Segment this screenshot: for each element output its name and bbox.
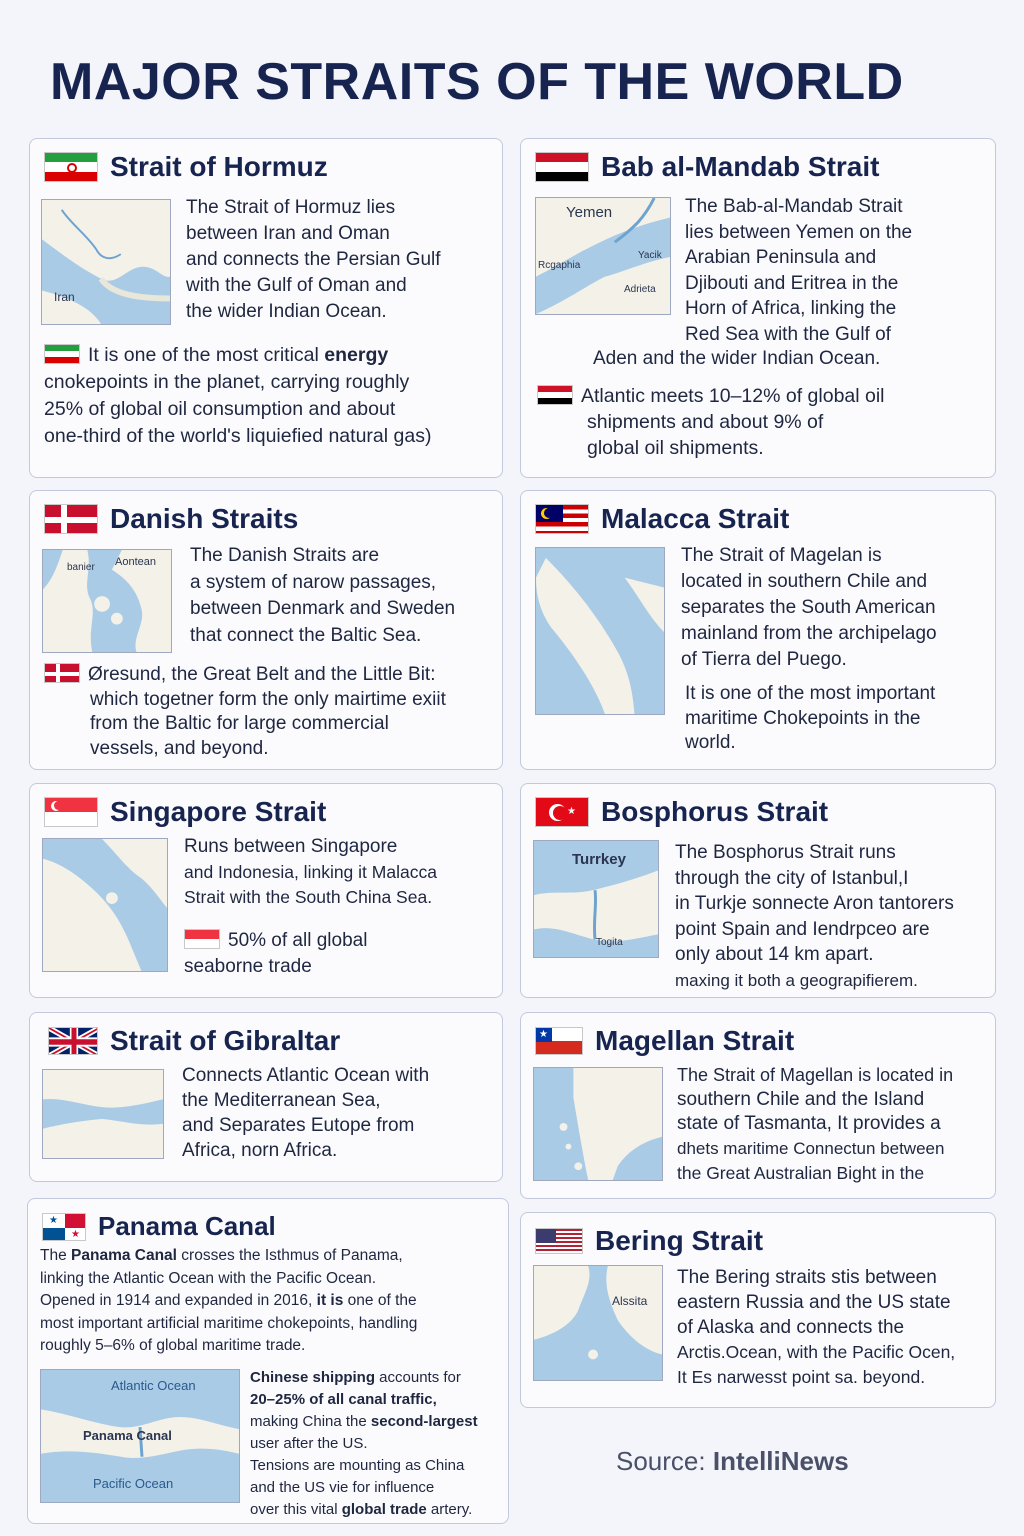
- card-malacca-strait: [520, 490, 996, 770]
- denmark-flag-icon: [44, 504, 98, 534]
- singapore-strait-map: [42, 838, 168, 972]
- card-title: Strait of Hormuz: [110, 151, 328, 182]
- card-title: Magellan Strait: [595, 1025, 795, 1056]
- card-bosphorus-strait: [520, 783, 996, 998]
- card-title: Strait of Gibraltar: [110, 1025, 341, 1056]
- yemen-flag-icon: [537, 385, 573, 405]
- map-label: Yemen: [566, 204, 613, 221]
- card-title: Panama Canal: [98, 1211, 276, 1241]
- singapore-strait-description: Runs between Singapore and Indonesia, linking it Malacca Strait with the South China Sea.: [184, 836, 437, 907]
- iran-flag-icon: [44, 152, 98, 182]
- panama-flag-icon: ★ ★: [42, 1213, 86, 1241]
- card-panama-canal: [27, 1198, 509, 1524]
- card-magellan-strait: [520, 1012, 996, 1199]
- card-title: Singapore Strait: [110, 796, 327, 827]
- card-hormuz: [29, 138, 503, 478]
- malacca-strait-note: It is one of the most important maritime Chokepoints in the world.: [685, 683, 936, 753]
- map-label: Pacific Ocean: [93, 1476, 174, 1491]
- malaysia-flag-icon: [535, 504, 589, 534]
- singapore-flag-icon: [44, 797, 98, 827]
- uk-flag-icon: [48, 1027, 98, 1055]
- danish-straits-description: The Danish Straits are a system of narow passages, between Denmark and Sweden that connect the Baltic Sea.: [190, 545, 456, 646]
- bering-strait-description: The Bering straits stis between eastern Russia and the US state of Alaska and connects the Arctis.Ocean, with the Pacific Ocen, It Es narwesst point sa. beyond.: [677, 1267, 956, 1387]
- iran-flag-icon: [44, 344, 80, 364]
- strait-of-gibraltar-description: Connects Atlantic Ocean with the Mediterranean Sea, and Separates Eutope from Africa, norn Africa.: [182, 1065, 430, 1161]
- map-label: Aontean: [115, 556, 156, 568]
- panama-canal-intro: The Panama Canal crosses the Isthmus of Panama, linking the Atlantic Ocean with the Pacific Ocean. Opened in 1914 and expanded in 2016, it is one of the most important artificial maritime chokepoints, handling roughly 5–6% of global maritime trade.: [40, 1247, 418, 1354]
- card-danish-straits: [29, 490, 503, 770]
- bering-strait-map: [533, 1265, 663, 1381]
- malacca-strait-map: [535, 547, 665, 715]
- map-label: Adrieta: [624, 284, 656, 295]
- card-bab-al-mandab: [520, 138, 996, 478]
- card-title: Danish Straits: [110, 503, 299, 534]
- bosphorus-strait-map: [533, 840, 659, 958]
- magellan-strait-description: The Strait of Magellan is located in southern Chile and the Island state of Tasmanta, It provides a dhets maritime Connectun between the Great Australian Bight in the: [677, 1065, 954, 1183]
- map-label: Panama Canal: [83, 1428, 172, 1443]
- card-title: Bosphorus Strait: [601, 796, 829, 827]
- bab-al-mandab-description: The Bab-al-Mandab Strait lies between Yemen on the Arabian Peninsula and Djibouti and Eritrea in the Horn of Africa, linking the Red Sea with the Gulf of: [685, 196, 913, 345]
- turkey-flag-icon: ★: [535, 797, 589, 827]
- page-title: MAJOR STRAITS OF THE WORLD: [50, 53, 904, 111]
- hormuz-description: The Strait of Hormuz lies between Iran and Oman and connects the Persian Gulf with the Gulf of Oman and the wider Indian Ocean.: [186, 197, 441, 322]
- chile-flag-icon: ★: [535, 1027, 583, 1055]
- map-label: Alssita: [612, 1294, 648, 1308]
- card-strait-of-gibraltar: [29, 1012, 503, 1182]
- card-singapore-strait: [29, 783, 503, 998]
- bab-al-mandab-map: [535, 197, 671, 315]
- usa-flag-icon: [535, 1228, 583, 1254]
- danish-straits-note: Øresund, the Great Belt and the Little Bit: which togetner form the only mairtime exiit from the Baltic for large commercial vessels, and beyond.: [44, 663, 446, 761]
- singapore-strait-trade-note: 50% of all global seaborne trade: [184, 930, 368, 977]
- map-label: Togita: [596, 937, 623, 948]
- strait-of-gibraltar-map: [42, 1069, 164, 1159]
- hormuz-energy-note: It is one of the most critical energy cnokepoints in the planet, carrying roughly 25% of global oil consumption and about one-third of the world's liquiefied natural gas): [44, 344, 432, 447]
- bab-al-mandab-oil-note: Atlantic meets 10–12% of global oil shipments and about 9% of global oil shipments.: [537, 383, 885, 461]
- danish-straits-map: [42, 549, 172, 653]
- magellan-strait-map: [533, 1067, 663, 1181]
- yemen-flag-icon: [535, 152, 589, 182]
- card-bering-strait: [520, 1212, 996, 1408]
- singapore-flag-icon: [184, 929, 220, 949]
- map-label: Iran: [54, 290, 75, 304]
- panama-canal-china-note: Chinese shipping accounts for 20–25% of all canal traffic, making China the second-largest user after the US. Tensions are mounting as China and the US vie for influence over this vital global trade artery.: [250, 1369, 478, 1518]
- source-credit: [616, 1446, 849, 1477]
- panama-canal-map: [40, 1369, 240, 1503]
- card-title: Bab al-Mandab Strait: [601, 151, 880, 182]
- map-label: Rcgaphia: [538, 260, 581, 271]
- denmark-flag-icon: [44, 663, 80, 683]
- bosphorus-strait-description: The Bosphorus Strait runs through the city of Istanbul,I in Turkje sonnecte Aron tantorers point Spain and Iendrpceo are only about 14 km apart. maxing it both a geograpifierem.: [675, 842, 954, 990]
- card-title: Malacca Strait: [601, 503, 790, 534]
- map-label: banier: [67, 562, 95, 573]
- card-title: Bering Strait: [595, 1225, 764, 1256]
- map-label: Turrkey: [572, 851, 626, 868]
- bab-al-mandab-description-end: Aden and the wider Indian Ocean.: [593, 348, 881, 369]
- hormuz-map: [41, 199, 171, 325]
- source-label: Source:: [616, 1446, 706, 1476]
- map-label: Atlantic Ocean: [111, 1378, 196, 1393]
- malacca-strait-description: The Strait of Magelan is located in southern Chile and separates the South American mainland from the archipelago of Tierra del Puego.: [681, 545, 937, 670]
- source-name: IntelliNews: [712, 1446, 849, 1476]
- map-label: Yacik: [638, 250, 662, 261]
